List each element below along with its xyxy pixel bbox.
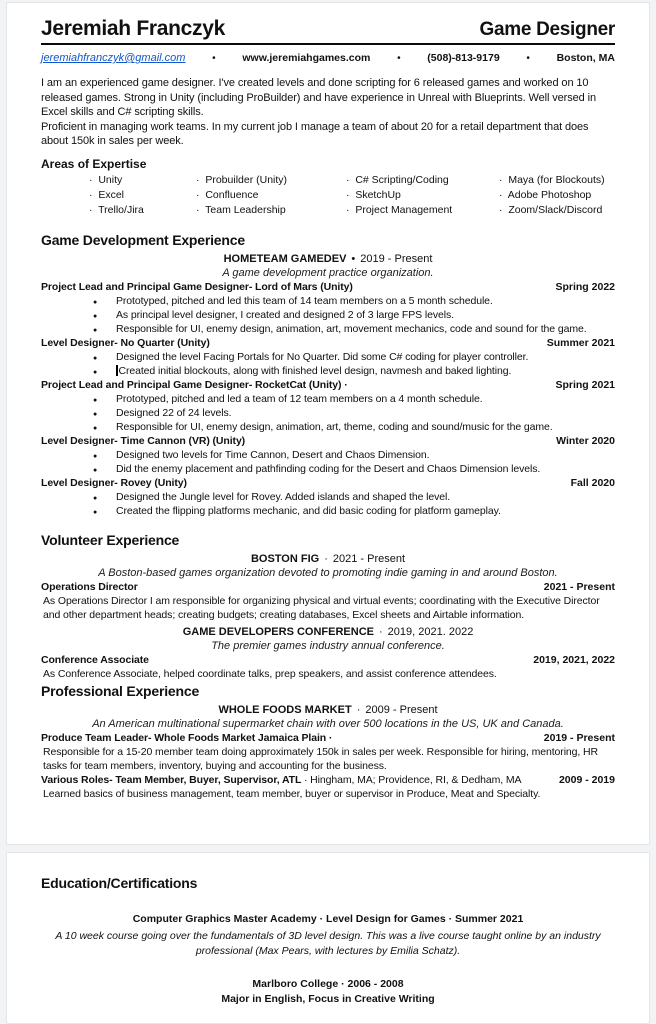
bullet-text: Designed 22 of 24 levels. xyxy=(116,406,232,419)
resume-header xyxy=(41,3,615,45)
bullet-text: Created initial blockouts, along with finished level design, navmesh and baked lighting. xyxy=(118,364,512,377)
bullet-item xyxy=(41,350,615,364)
expertise-grid xyxy=(41,173,615,218)
org-tagline: The premier games industry annual conference. xyxy=(211,639,445,652)
website-text: www.jeremiahgames.com xyxy=(242,52,371,64)
role-title: Project Lead and Principal Game Designer- Lord of Mars (Unity) xyxy=(41,280,353,293)
org-dates: 2009 - Present xyxy=(365,703,438,716)
role-row xyxy=(41,434,615,448)
org-dates: 2021 - Present xyxy=(332,552,406,565)
expertise-item: · C# Scripting/Coding xyxy=(346,173,499,188)
org-tagline: A Boston-based games organization devoted to promoting indie gaming in and around Boston. xyxy=(98,566,558,579)
bullet-text: Created the flipping platforms mechanic, and did basic coding for platform gameplay. xyxy=(116,504,501,517)
summary-paragraph-1: I am an experienced game designer. I've created levels and done scripting for 6 released games and worked on 10 released games. Strong in Unity (including ProBuilder) and have experience in Unreal with Blueprints. Well versed in Excel skills and C# scripting skills. xyxy=(41,77,596,118)
section-heading-volunteer: Volunteer Experience xyxy=(41,531,180,548)
section-heading-game-development: Game Development Experience xyxy=(41,231,245,248)
role-description: Responsible for a 15-20 member team doing approximately 150k in sales per week. Responsible for hiring, mentoring, HR tasks for team members, inventory, buying and accounting for the business. xyxy=(43,745,599,772)
education-college-line: Marlboro College · 2006 - 2008 xyxy=(252,978,404,990)
org-name: WHOLE FOODS MARKET xyxy=(218,703,352,716)
resume-job-title: Game Designer xyxy=(479,19,615,40)
role-title: Level Designer- No Quarter (Unity) xyxy=(41,336,210,349)
location-text: Boston, MA xyxy=(556,52,615,64)
expertise-item: · Probuilder (Unity) xyxy=(196,173,346,188)
bullet-text: As principal level designer, I created and designed 2 of 3 large FPS levels. xyxy=(116,308,454,321)
role-title-bold: Various Roles- Team Member, Buyer, Supervisor, ATL xyxy=(41,773,302,786)
bullet-item xyxy=(41,420,615,434)
org-name: HOMETEAM GAMEDEV xyxy=(223,252,347,265)
expertise-item: · Zoom/Slack/Discord xyxy=(499,203,615,218)
bullet-text: Prototyped, pitched and led this team of 14 team members on a 5 month schedule. xyxy=(116,294,493,307)
expertise-item: · Adobe Photoshop xyxy=(499,188,615,203)
contact-separator: • xyxy=(212,52,216,64)
contact-row xyxy=(41,52,615,64)
org-line-bostonfig xyxy=(41,552,615,566)
org-separator: · xyxy=(324,552,328,565)
role-title: Level Designer- Time Cannon (VR) (Unity) xyxy=(41,434,246,447)
resume-name: Jeremiah Franczyk xyxy=(41,17,226,40)
role-row xyxy=(41,731,615,745)
org-name: GAME DEVELOPERS CONFERENCE xyxy=(182,625,374,638)
expertise-item: · Trello/Jira xyxy=(89,203,196,218)
role-date: Fall 2020 xyxy=(570,476,615,489)
bullet-text: Designed the level Facing Portals for No Quarter. Did some C# coding for player controller. xyxy=(116,350,529,363)
role-row xyxy=(41,280,615,294)
role-title: Level Designer- Rovey (Unity) xyxy=(41,476,187,489)
role-date: Summer 2021 xyxy=(546,336,615,349)
org-separator: • xyxy=(351,252,356,265)
bullet-item xyxy=(41,294,615,308)
org-line-gdc xyxy=(41,625,615,639)
summary-block xyxy=(41,76,615,149)
role-description: Learned basics of business management, team member, buyer or supervisor in Produce, Meat and Specialty. xyxy=(43,787,541,800)
education-course-line: Computer Graphics Master Academy · Level Design for Games · Summer 2021 xyxy=(132,913,524,925)
bullet-item xyxy=(41,406,615,420)
bullet-text: Designed the Jungle level for Rovey. Added islands and shaped the level. xyxy=(116,490,451,503)
phone-text: (508)-813-9179 xyxy=(427,52,500,64)
resume-page-1 xyxy=(6,2,650,845)
bullet-item xyxy=(41,490,615,504)
bullet-item xyxy=(41,504,615,518)
expertise-item: · Team Leadership xyxy=(196,203,346,218)
role-description: As Operations Director I am responsible for organizing physical and virtual events; coordinating with the Executive Director and other department heads; creating budgets; creating databases, Excel sheets and Airtable information. xyxy=(43,594,600,621)
org-separator: · xyxy=(379,625,383,638)
education-major-line: Major in English, Focus in Creative Writing xyxy=(221,993,435,1005)
bullet-item xyxy=(41,462,615,476)
org-line-hometeam xyxy=(41,252,615,266)
bullet-text: Designed two levels for Time Cannon, Desert and Chaos Dimension. xyxy=(116,448,430,461)
bullet-list xyxy=(41,350,615,378)
role-date: 2021 - Present xyxy=(543,580,615,593)
role-title xyxy=(41,773,521,787)
bullet-text: Prototyped, pitched and led a team of 12 team members on a 4 month schedule. xyxy=(116,392,483,405)
role-title: Produce Team Leader- Whole Foods Market Jamaica Plain · xyxy=(41,731,333,744)
org-tagline: A game development practice organization. xyxy=(222,266,434,279)
role-row xyxy=(41,476,615,490)
role-row xyxy=(41,378,615,392)
expertise-heading: Areas of Expertise xyxy=(41,156,147,171)
bullet-text: Responsible for UI, enemy design, animation, art, theme, coding and sound/music for the game. xyxy=(116,420,553,433)
org-separator: · xyxy=(356,703,361,716)
contact-separator: • xyxy=(397,52,401,64)
text-cursor xyxy=(116,365,118,376)
bullet-list xyxy=(41,490,615,518)
role-row xyxy=(41,653,615,667)
role-date: 2019 - Present xyxy=(543,731,615,744)
role-row xyxy=(41,336,615,350)
role-row xyxy=(41,580,615,594)
org-name: BOSTON FIG xyxy=(250,552,320,565)
email-link[interactable]: jeremiahfranczyk@gmail.com xyxy=(41,52,186,64)
org-dates: 2019, 2021. 2022 xyxy=(387,625,474,638)
org-line-wholefoods xyxy=(41,703,615,717)
bullet-item xyxy=(41,448,615,462)
contact-separator: • xyxy=(526,52,530,64)
role-title: Operations Director xyxy=(41,580,138,593)
role-date: 2009 - 2019 xyxy=(558,773,615,786)
bullet-text: Did the enemy placement and pathfinding coding for the Desert and Chaos Dimension levels. xyxy=(116,462,541,475)
bullet-item xyxy=(41,364,615,378)
resume-page-2 xyxy=(6,852,650,1024)
expertise-item: · Excel xyxy=(89,188,196,203)
section-heading-professional: Professional Experience xyxy=(41,682,200,699)
bullet-item xyxy=(41,322,615,336)
role-date: Spring 2021 xyxy=(555,378,615,391)
org-dates: 2019 - Present xyxy=(360,252,433,265)
role-title: Project Lead and Principal Game Designer- RocketCat (Unity) · xyxy=(41,378,348,391)
bullet-item xyxy=(41,392,615,406)
bullet-text: Responsible for UI, enemy design, animation, art, movement mechanics, code and sound for the game. xyxy=(116,322,587,335)
summary-paragraph-2: Proficient in managing work teams. In my current job I manage a team of about 20 for a retail department that does about 150k in sales per week. xyxy=(41,120,589,147)
expertise-item: · SketchUp xyxy=(346,188,499,203)
role-title: Conference Associate xyxy=(41,653,149,666)
role-date: Winter 2020 xyxy=(556,434,615,447)
bullet-list xyxy=(41,294,615,336)
bullet-list xyxy=(41,448,615,476)
expertise-item: · Unity xyxy=(89,173,196,188)
role-date: 2019, 2021, 2022 xyxy=(533,653,615,666)
section-heading-education: Education/Certifications xyxy=(41,875,198,891)
bullet-list xyxy=(41,392,615,434)
bullet-item xyxy=(41,308,615,322)
expertise-item: · Confluence xyxy=(196,188,346,203)
page-break-gap xyxy=(0,845,656,852)
expertise-item: · Maya (for Blockouts) xyxy=(499,173,615,188)
role-date: Spring 2022 xyxy=(555,280,615,293)
role-title-location: · Hingham, MA; Providence, RI, & Dedham, MA xyxy=(303,773,522,786)
education-course-description: A 10 week course going over the fundamentals of 3D level design. This was a live course taught online by an industry professional (Max Pears, with lectures by Emilia Schatz). xyxy=(55,930,601,957)
expertise-item: · Project Management xyxy=(346,203,499,218)
role-description: As Conference Associate, helped coordinate talks, prep speakers, and assist conference attendees. xyxy=(43,667,497,680)
role-row xyxy=(41,773,615,787)
org-tagline: An American multinational supermarket chain with over 500 locations in the US, UK and Canada. xyxy=(92,717,564,730)
